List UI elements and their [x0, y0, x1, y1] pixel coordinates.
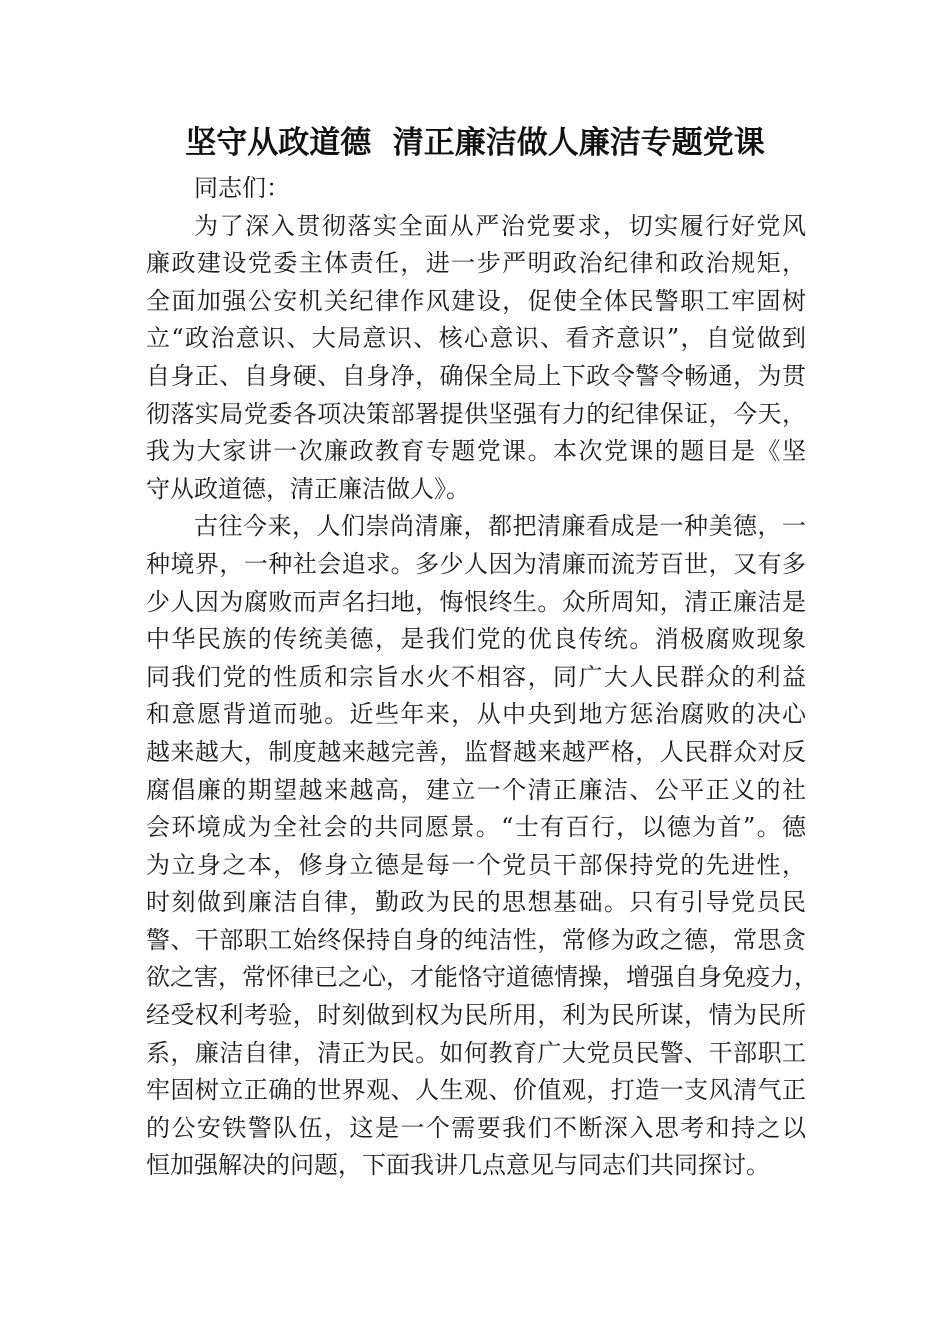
paragraph-line: 牢固树立正确的世界观、人生观、价值观，打造一支风清气正 — [146, 1076, 806, 1105]
paragraph-line: 为立身之本，修身立德是每一个党员干部保持党的先进性， — [146, 850, 806, 879]
paragraph-1 — [146, 208, 806, 509]
document-title: 坚守从政道德 清正廉洁做人廉洁专题党课 — [185, 125, 765, 161]
paragraph-line: 经受权利考验，时刻做到权为民所用，利为民所谋，情为民所 — [146, 1001, 806, 1030]
paragraph-line: 全面加强公安机关纪律作风建设，促使全体民警职工牢固树 — [146, 286, 806, 315]
paragraph-line: 为了深入贯彻落实全面从严治党要求，切实履行好党风 — [194, 211, 806, 240]
paragraph-line: 同我们党的性质和宗旨水火不相容，同广大人民群众的利益 — [146, 662, 806, 691]
paragraph-line: 古往今来，人们崇尚清廉，都把清廉看成是一种美德，一 — [194, 512, 806, 541]
paragraph-line: 我为大家讲一次廉政教育专题党课。本次党课的题目是《坚 — [146, 437, 806, 466]
paragraph-line: 越来越大，制度越来越完善，监督越来越严格，人民群众对反 — [146, 737, 806, 766]
paragraph-line: 守从政道德，清正廉洁做人》。 — [146, 474, 470, 503]
paragraph-2 — [146, 508, 818, 1185]
paragraph-line: 彻落实局党委各项决策部署提供坚强有力的纪律保证，今天， — [146, 399, 806, 428]
document-body — [146, 170, 818, 1185]
salutation: 同志们： — [194, 174, 290, 202]
paragraph-line: 和意愿背道而驰。近些年来，从中央到地方惩治腐败的决心 — [146, 700, 806, 729]
paragraph-line: 系，廉洁自律，清正为民。如何教育广大党员民警、干部职工 — [146, 1038, 806, 1067]
paragraph-line: 少人因为腐败而声名扫地，悔恨终生。众所周知，清正廉洁是 — [146, 587, 806, 616]
paragraph-line: 腐倡廉的期望越来越高，建立一个清正廉洁、公平正义的社 — [146, 775, 806, 804]
paragraph-line: 会环境成为全社会的共同愿景。“士有百行，以德为首”。德 — [146, 813, 806, 842]
paragraph-line: 欲之害，常怀律已之心，才能恪守道德情操，增强自身免疫力， — [146, 963, 818, 992]
paragraph-line: 时刻做到廉洁自律，勤政为民的思想基础。只有引导党员民 — [146, 888, 806, 917]
paragraph-line: 警、干部职工始终保持自身的纯洁性，常修为政之德，常思贪 — [146, 925, 806, 954]
paragraph-line: 种境界，一种社会追求。多少人因为清廉而流芳百世，又有多 — [146, 549, 806, 578]
paragraph-line: 自身正、自身硬、自身净，确保全局上下政令警令畅通，为贯 — [146, 361, 806, 390]
paragraph-line: 立“政治意识、大局意识、核心意识、看齐意识”，自觉做到 — [146, 324, 806, 353]
paragraph-line: 廉政建设党委主体责任，进一步严明政治纪律和政治规矩， — [146, 249, 806, 278]
paragraph-line: 恒加强解决的问题，下面我讲几点意见与同志们共同探讨。 — [146, 1151, 770, 1180]
paragraph-line: 的公安铁警队伍，这是一个需要我们不断深入思考和持之以 — [146, 1113, 806, 1142]
paragraph-line: 中华民族的传统美德，是我们党的优良传统。消极腐败现象 — [146, 625, 806, 654]
